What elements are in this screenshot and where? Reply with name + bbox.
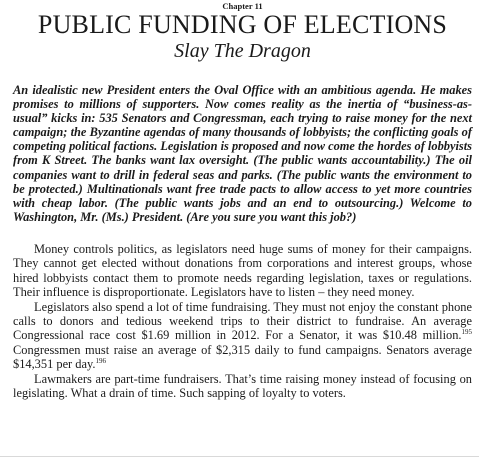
body-text: [13, 242, 472, 400]
paragraph-2-text-b: Congressmen must raise an average of $2,315 daily to fund campaigns. Senators average $14,351 per day.: [13, 342, 472, 372]
chapter-subtitle: Slay The Dragon: [174, 40, 311, 62]
chapter-title: PUBLIC FUNDING OF ELECTIONS: [37, 10, 448, 39]
body-paragraph-1: Money controls politics, as legislators need huge sums of money for their campaigns. They cannot get elected without donations from corporations and interest groups, whose hired lobbyists contact them to promote needs regarding legislation, taxes or regulations. Their influence is disproportionate. Legislators have to listen – they need money.: [13, 241, 472, 300]
chapter-label: Chapter 11: [222, 1, 263, 11]
footnote-ref-196: 196: [95, 357, 106, 366]
body-paragraph-2: [13, 300, 472, 372]
body-paragraph-3: Lawmakers are part-time fundraisers. That’s time raising money instead of focusing on legislating. What a drain of time. Such sapping of loyalty to voters.: [13, 371, 472, 400]
paragraph-2-text-a: Legislators also spend a lot of time fundraising. They must not enjoy the constant phone calls to donors and tedious weekend trips to their district to fundraise. An average Congressional race cost $1.69 million in 2012. For a Senator, it was $10.48 million.: [13, 299, 472, 343]
footnote-ref-195: 195: [461, 328, 472, 337]
intro-paragraph: An idealistic new President enters the Oval Office with an ambitious agenda. He makes promises to millions of supporters. Now comes reality as the inertia of “business-as-usual” kicks in: 535 Senators and Congressman, each trying to raise money for the next campaign; the Byzantine agendas of many thousands of lobbyists; the conflicting goals of competing political factions. Legislation is proposed and now come the hordes of lobbyists from K Street. The banks want lax oversight. (The public wants accountability.) The oil companies want to drill in federal seas and parks. (The public wants the environment to be protected.) Multinationals want free trade pacts to allow access to yet more countries with cheap labor. (The public wants jobs and an end to outsourcing.) Welcome to Washington, Mr. (Ms.) President. (Are you sure you want this job?): [13, 83, 472, 224]
page-bottom-rule: [0, 456, 479, 457]
